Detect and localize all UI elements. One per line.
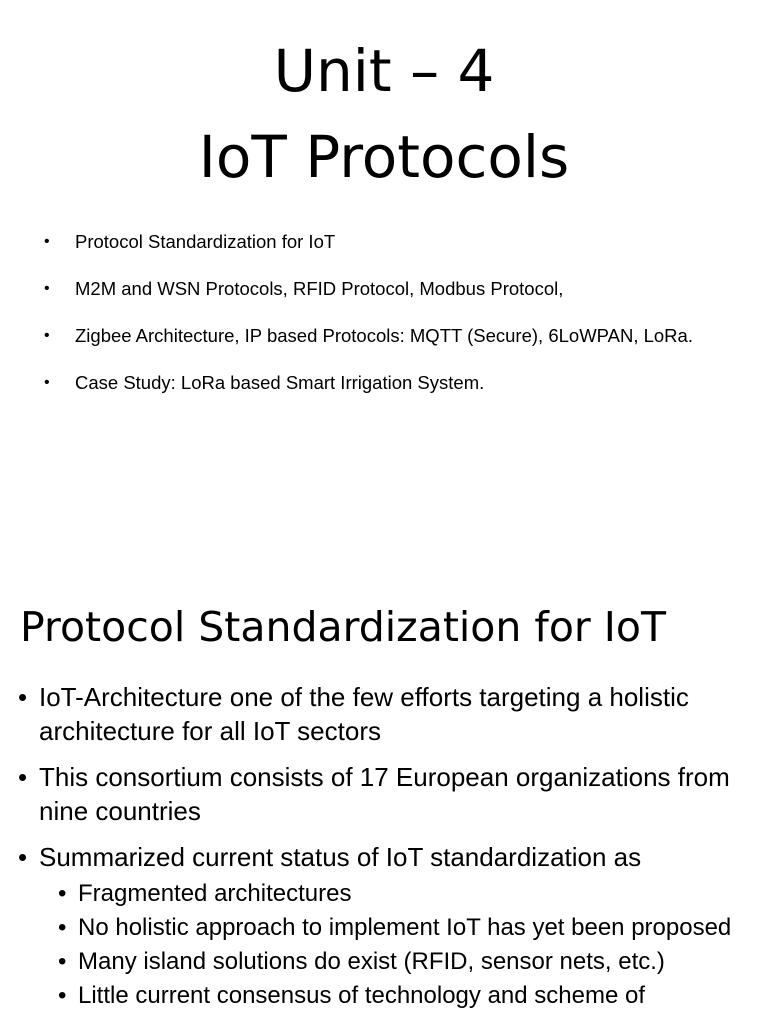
list-item [18, 760, 758, 828]
list-item [44, 230, 744, 254]
bullet-icon: • [44, 280, 50, 297]
bullet-icon: • [44, 233, 50, 250]
list-item [44, 324, 744, 348]
sub-list-item-text: No holistic approach to implement IoT has yet been proposed [78, 914, 732, 941]
title-line-topic: IoT Protocols [198, 123, 570, 191]
bullet-icon: • [18, 682, 28, 712]
bullet-icon: • [44, 374, 50, 391]
bullet-icon: • [58, 948, 67, 975]
slide-title: Protocol Standardization for IoT [20, 603, 667, 651]
bullet-icon: • [58, 880, 67, 907]
list-item [44, 277, 744, 301]
topic-list [44, 230, 744, 418]
list-item [18, 680, 758, 748]
sub-list-item [39, 912, 758, 944]
slide-protocol-standardization [0, 576, 768, 1024]
sub-list-item-text: Little current consensus of technology and scheme of [78, 982, 645, 1009]
sub-bullet-list [39, 878, 758, 1012]
list-item-text: Case Study: LoRa based Smart Irrigation System. [75, 372, 485, 393]
bullet-list [18, 680, 758, 1024]
sub-list-item [39, 878, 758, 910]
sub-list-item [39, 946, 758, 978]
sub-list-item-text: Many island solutions do exist (RFID, sensor nets, etc.) [78, 948, 665, 975]
bullet-icon: • [58, 982, 67, 1009]
list-item-text: This consortium consists of 17 European organizations from nine countries [39, 762, 730, 826]
list-item [44, 371, 744, 395]
sub-list-item [39, 980, 758, 1012]
list-item [18, 840, 758, 1012]
sub-list-item-text: Fragmented architectures [78, 880, 352, 907]
bullet-icon: • [18, 762, 28, 792]
title-line-unit: Unit – 4 [273, 37, 495, 105]
list-item-text: Zigbee Architecture, IP based Protocols: MQTT (Secure), 6LoWPAN, LoRa. [75, 325, 693, 346]
slide-title [0, 28, 768, 200]
list-item-text: IoT-Architecture one of the few efforts targeting a holistic architecture for all IoT sectors [39, 682, 689, 746]
bullet-icon: • [44, 327, 50, 344]
list-item-text: M2M and WSN Protocols, RFID Protocol, Modbus Protocol, [75, 278, 564, 299]
list-item-text: Summarized current status of IoT standardization as [39, 842, 642, 872]
bullet-icon: • [18, 842, 28, 872]
list-item-text: Protocol Standardization for IoT [75, 231, 336, 252]
bullet-icon: • [58, 914, 67, 941]
